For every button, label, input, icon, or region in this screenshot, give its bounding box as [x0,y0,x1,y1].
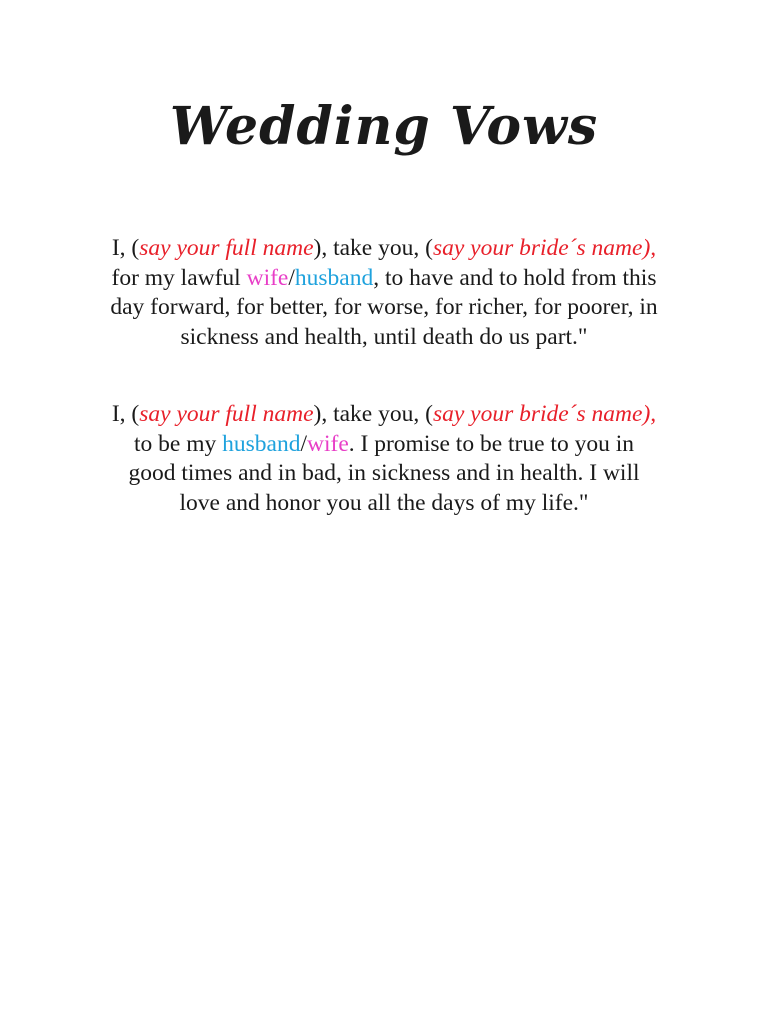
placeholder-bride-name: say your bride´s name), [432,401,657,427]
placeholder-bride-name: say your bride´s name), [432,235,657,261]
placeholder-full-name: say your full name [139,401,314,427]
slash: / [288,264,295,291]
vow-text: ), take you, ( [313,401,433,427]
placeholder-full-name: say your full name [139,235,314,261]
vow-text: I, ( [111,401,140,427]
slash: / [300,430,307,457]
option-wife: wife [246,264,289,291]
vow-text: . I promise to be true to you in good times and in bad, in sickness and in health. I will love and honor you all the days of my life." [128,430,640,516]
vow-paragraph-2 [110,400,658,518]
option-husband: husband [294,264,374,291]
vow-text: to be my [134,430,223,457]
vow-text: for my lawful [111,264,247,291]
page-title: Wedding Vows [169,96,599,157]
vow-text: , to have and to hold from this day forward, for better, for worse, for richer, for poorer, in sickness and health, until death do us part." [110,264,658,350]
option-wife: wife [307,430,349,457]
vow-text: I, ( [111,235,140,261]
option-husband: husband [222,430,301,457]
vow-paragraph-1 [110,234,658,352]
vow-text: ), take you, ( [313,235,433,261]
